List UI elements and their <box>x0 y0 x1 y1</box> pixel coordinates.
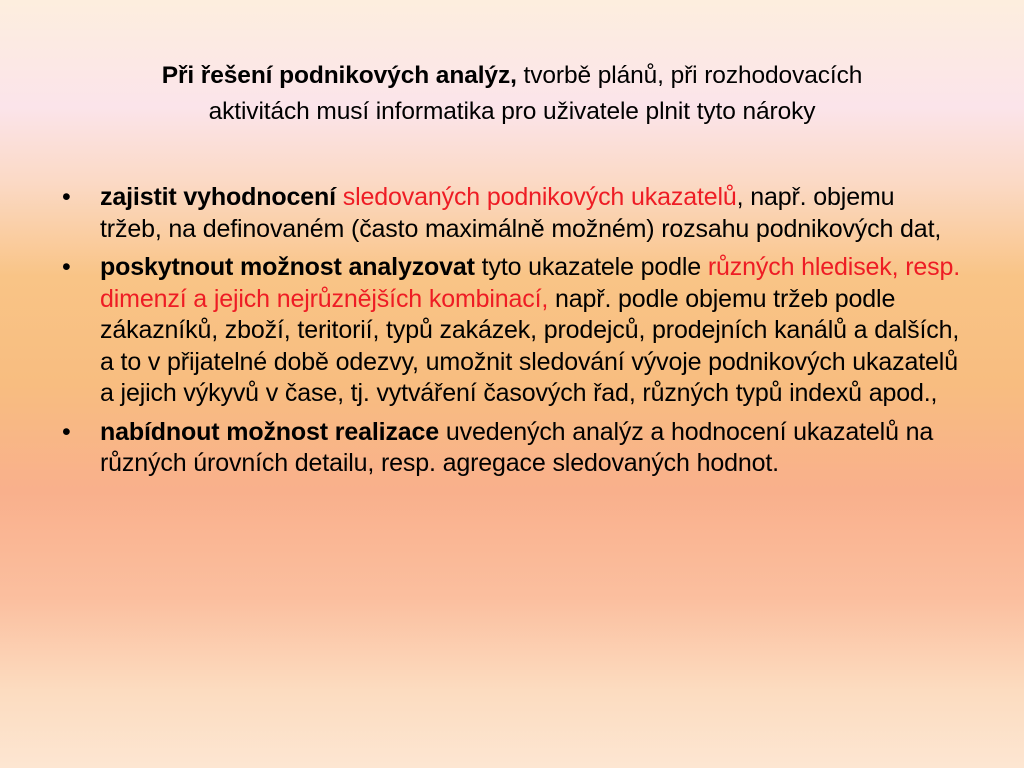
bullet-body-text: uvedených analýz a hodnocení ukazatelů na různých úrovních detailu, resp. agregace sledovaných hodnot. <box>100 417 934 477</box>
title-line2: aktivitách musí informatika pro uživatele plnit tyto nároky <box>208 98 816 125</box>
bullet-highlight-text: různých hledisek, resp. dimenzí a jejich nejrůznějších kombinací, <box>100 253 961 313</box>
bullet-body-text: , např. objemu tržeb, na definovaném (často maximálně možném) rozsahu podnikových dat, <box>100 183 942 243</box>
bullet-icon: • <box>62 417 71 446</box>
title-rest: tvorbě plánů, při rozhodovacích <box>516 62 863 89</box>
bullet-item-analyze <box>62 252 962 410</box>
bullet-highlight-text: sledovaných podnikových ukazatelů <box>342 183 737 211</box>
bullet-item-realize <box>62 417 962 480</box>
bullet-bold-text: zajistit vyhodnocení <box>100 183 336 211</box>
bullet-item-evaluate <box>62 182 962 245</box>
bullet-body-text: např. podle objemu tržeb podle zákazníků, zboží, teritorií, typů zakázek, prodejců, prodejních kanálů a dalších, a to v přijatelné době odezvy, umožnit sledování vývoje podnikových ukazatelů a jejich výkyvů v čase, tj. vytváření časových řad, různých typů indexů apod., <box>100 284 960 407</box>
bullet-icon: • <box>62 253 71 281</box>
bullet-icon: • <box>62 183 71 211</box>
bullet-plain-text: tyto ukazatele podle <box>474 253 702 281</box>
bullet-bold-text: poskytnout možnost analyzovat <box>100 253 475 281</box>
bullet-list <box>62 182 962 487</box>
slide-title <box>50 58 974 130</box>
title-bold-part: Při řešení podnikových analýz, <box>161 62 517 89</box>
bullet-bold-text: nabídnout možnost realizace <box>100 417 440 446</box>
